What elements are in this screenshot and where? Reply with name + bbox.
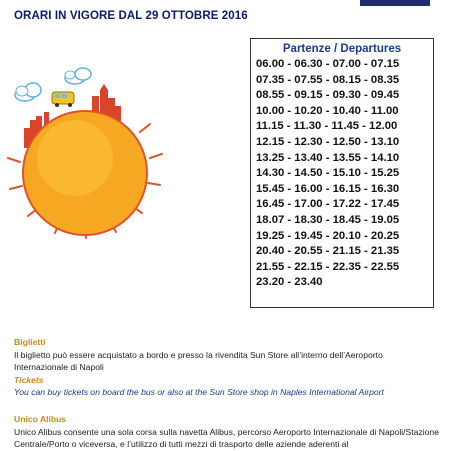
timetable-row: 18.07 - 18.30 - 18.45 - 19.05 (256, 213, 400, 226)
timetable-row: 15.45 - 16.00 - 16.15 - 16.30 (256, 182, 400, 195)
cloud-icon (15, 83, 41, 101)
top-bar-decoration (360, 0, 430, 6)
timetable-row: 23.20 - 23.40 (256, 276, 323, 289)
page-title: ORARI IN VIGORE DAL 29 OTTOBRE 2016 (14, 10, 248, 22)
unico-text: Unico Alibus consente una sola corsa sulla navetta Alibus, percorso Aeroporto Internazionale di Napoli/Stazione Centrale/Porto o viceversa, e l’utilizzo di tutti mezzi di trasporto delle aziende aderenti al (14, 426, 439, 450)
timetable-row: 06.00 - 06.30 - 07.00 - 07.15 (256, 58, 400, 70)
timetable-row: 20.40 - 20.55 - 21.15 - 21.35 (256, 245, 400, 258)
tickets-text-en: You can buy tickets on board the bus or also at the Sun Store shop in Naples International Airport (14, 387, 384, 398)
timetable-row: 11.15 - 11.30 - 11.45 - 12.00 (256, 120, 398, 133)
cloud-icon (65, 68, 91, 84)
timetable-row: 08.55 - 09.15 - 09.30 - 09.45 (256, 89, 400, 102)
tickets-title-it: Biglietti (14, 337, 46, 347)
departures-timetable (250, 38, 434, 308)
timetable-row: 12.15 - 12.30 - 12.50 - 13.10 (256, 135, 400, 148)
unico-alibus-section (14, 413, 439, 451)
timetable-row: 21.55 - 22.15 - 22.35 - 22.55 (256, 260, 400, 273)
timetable-title: Partenze / Departures (282, 43, 402, 55)
tickets-section (14, 336, 439, 399)
timetable-row: 16.45 - 17.00 - 17.22 - 17.45 (256, 198, 400, 211)
timetable-row: 07.35 - 07.55 - 08.15 - 08.35 (256, 73, 400, 86)
sun-city-illustration (0, 58, 170, 248)
tickets-title-en: Tickets (14, 374, 44, 385)
timetable-row: 19.25 - 19.45 - 20.10 - 20.25 (256, 229, 400, 242)
bus-icon (52, 92, 74, 107)
timetable-row: 10.00 - 10.20 - 10.40 - 11.00 (256, 104, 399, 117)
timetable-row: 13.25 - 13.40 - 13.55 - 14.10 (256, 151, 400, 164)
timetable-row: 14.30 - 14.50 - 15.10 - 15.25 (256, 167, 400, 180)
unico-title: Unico Alibus (14, 414, 67, 424)
tickets-text-it: Il biglietto può essere acquistato a bordo e presso la rivendita Sun Store all’interno dell’Aeroporto Internazionale di Napoli (14, 349, 383, 373)
